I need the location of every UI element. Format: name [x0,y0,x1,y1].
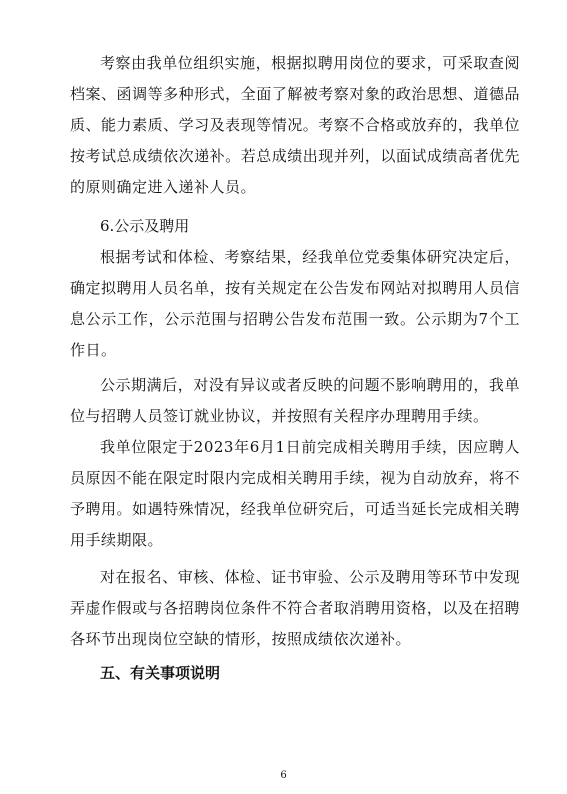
paragraph-deadline: 我单位限定于2023年6月1日前完成相关聘用手续，因应聘人员原因不能在限定时限内完成相关聘用手续，视为自动放弃，将不予聘用。如遇特殊情况，经我单位研究后，可适当延长完成相关聘用手续期限。 [70,438,520,549]
section-heading-notes: 五、有关事项说明 [100,664,221,682]
page-number: 6 [280,770,287,781]
paragraph-agreement: 公示期满后，对没有异议或者反映的问题不影响聘用的，我单位与招聘人员签订就业协议，并按照有关程序办理聘用手续。 [70,376,520,425]
paragraph-inspection: 考察由我单位组织实施，根据拟聘用岗位的要求，可采取查阅档案、函调等多种形式，全面了解被考察对象的政治思想、道德品质、能力素质、学习及表现等情况。考察不合格或放弃的，我单位按考试总成绩依次递补。若总成绩出现并列，以面试成绩高者优先的原则确定进入递补人员。 [70,54,520,196]
subheading-publicity-and-hiring: 6.公示及聘用 [100,217,190,235]
paragraph-publicity: 根据考试和体检、考察结果，经我单位党委集体研究决定后，确定拟聘用人员名单，按有关规定在公告发布网站对拟聘用人员信息公示工作，公示范围与招聘公告发布范围一致。公示期为7个工作日。 [70,248,520,359]
paragraph-disqualification: 对在报名、审核、体检、证书审验、公示及聘用等环节中发现弄虚作假或与各招聘岗位条件不符合者取消聘用资格，以及在招聘各环节出现岗位空缺的情形，按照成绩依次递补。 [70,568,520,648]
